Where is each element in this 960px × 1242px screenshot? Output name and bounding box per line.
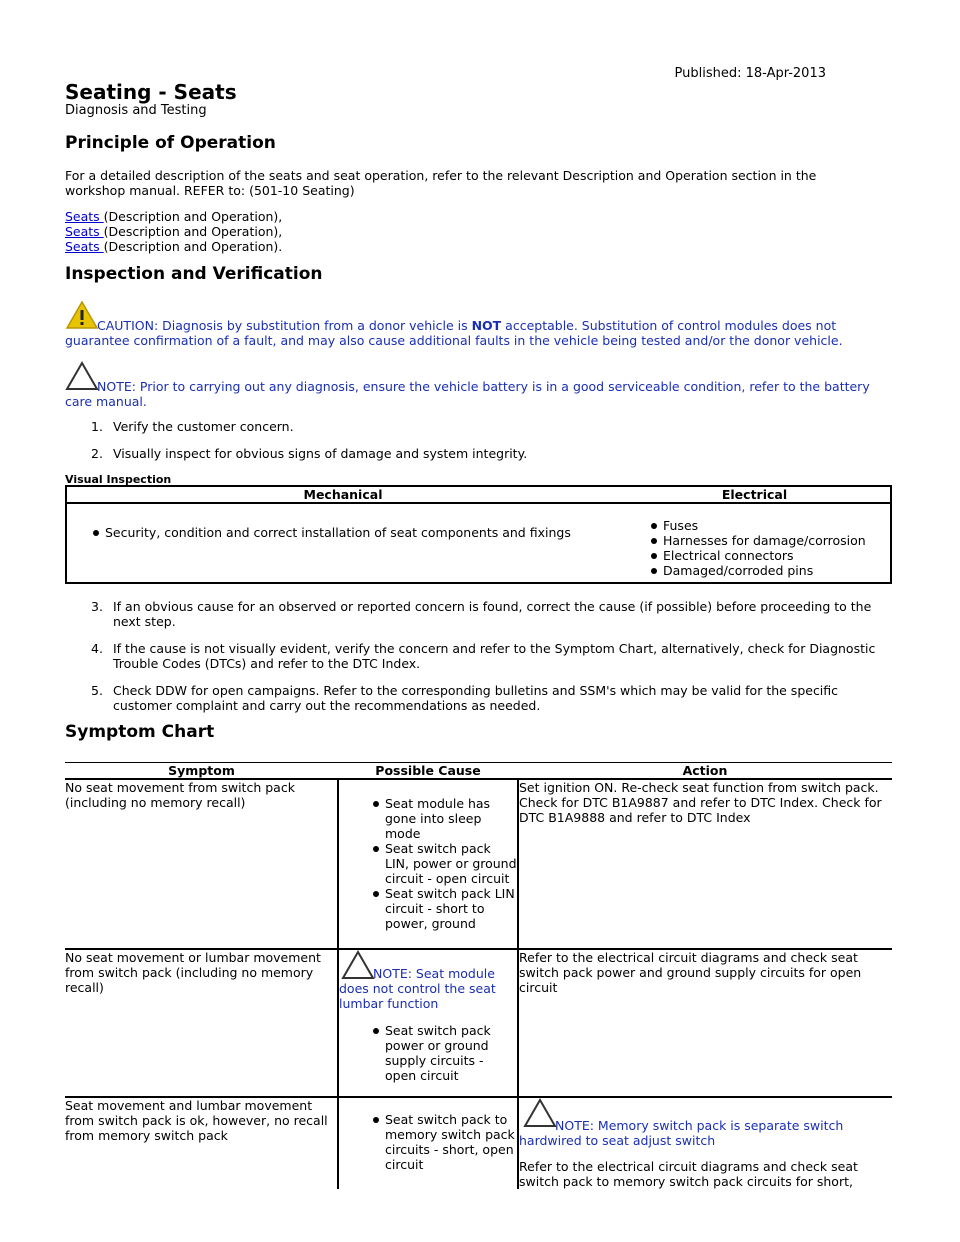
step-text: Verify the customer concern. xyxy=(113,419,294,434)
step-number: 3. xyxy=(91,599,103,614)
step-number: 5. xyxy=(91,683,103,698)
link-line xyxy=(65,239,875,254)
table-header-row xyxy=(65,763,892,780)
note-triangle-icon xyxy=(341,950,375,983)
list-item: Seat switch pack LIN circuit - short to power, ground xyxy=(363,886,517,931)
step-item xyxy=(65,419,891,434)
note-triangle-icon xyxy=(523,1098,557,1131)
cause-cell xyxy=(338,1097,518,1189)
cause-cell xyxy=(338,949,518,1097)
table-row xyxy=(65,949,892,1097)
step-number: 4. xyxy=(91,641,103,656)
column-header-mechanical: Mechanical xyxy=(66,486,619,503)
step-item xyxy=(65,641,891,671)
symptom-cell: No seat movement or lumbar movement from switch pack (including no memory recall) xyxy=(65,949,338,1097)
step-number: 2. xyxy=(91,446,103,461)
inspection-heading: Inspection and Verification xyxy=(65,264,323,284)
table-row xyxy=(66,503,891,583)
step-text: Visually inspect for obvious signs of damage and system integrity. xyxy=(113,446,528,461)
list-item: Seat switch pack power or ground supply circuits - open circuit xyxy=(363,1023,517,1083)
column-header-symptom: Symptom xyxy=(65,763,338,780)
table-header-row xyxy=(66,486,891,503)
list-item: Electrical connectors xyxy=(641,548,889,563)
caution-block xyxy=(65,318,891,348)
cause-list xyxy=(339,1023,517,1083)
action-note xyxy=(519,1098,892,1148)
action-cell: Refer to the electrical circuit diagrams and check seat switch pack power and ground supply circuits for open circuit xyxy=(518,949,892,1097)
published-date: Published: 18-Apr-2013 xyxy=(674,66,826,81)
cause-list xyxy=(339,796,517,931)
symptom-cell: No seat movement from switch pack (including no memory recall) xyxy=(65,779,338,949)
visual-inspection-table xyxy=(65,485,892,584)
step-text: Check DDW for open campaigns. Refer to the corresponding bulletins and SSM's which may be valid for the specific customer complaint and carry out the recommendations as needed. xyxy=(113,683,839,713)
link-line xyxy=(65,224,875,239)
step-text: If an obvious cause for an observed or reported concern is found, correct the cause (if possible) before proceeding to the next step. xyxy=(113,599,872,629)
caution-not: NOT xyxy=(471,318,502,333)
action-text: Refer to the electrical circuit diagrams and check seat switch pack to memory switch pack circuits for short, xyxy=(519,1159,858,1189)
note-text: NOTE: Prior to carrying out any diagnosis, ensure the vehicle battery is in a good serviceable condition, refer to the battery care manual. xyxy=(65,379,870,409)
principle-heading: Principle of Operation xyxy=(65,133,276,153)
electrical-cell xyxy=(619,503,891,583)
symptom-cell: Seat movement and lumbar movement from switch pack is ok, however, no recall from memory switch pack xyxy=(65,1097,338,1189)
seats-link-3[interactable]: Seats xyxy=(65,239,104,254)
note-block xyxy=(65,379,891,409)
action-note-text: NOTE: Memory switch pack is separate switch hardwired to seat adjust switch xyxy=(519,1118,844,1148)
visual-inspection-label: Visual Inspection xyxy=(65,473,172,486)
link-suffix: (Description and Operation), xyxy=(103,224,283,239)
caution-text-part: CAUTION: Diagnosis by substitution from a donor vehicle is xyxy=(97,318,472,333)
list-item: Seat switch pack LIN, power or ground circuit - open circuit xyxy=(363,841,517,886)
electrical-list xyxy=(620,518,889,578)
caution-triangle-icon xyxy=(65,300,99,333)
page-title: Seating - Seats xyxy=(65,80,237,104)
cause-note-text: NOTE: Seat module does not control the seat lumbar function xyxy=(339,966,496,1011)
cause-list xyxy=(339,1112,517,1172)
list-item: Security, condition and correct installation of seat components and fixings xyxy=(83,525,618,540)
page-subtitle: Diagnosis and Testing xyxy=(65,103,207,118)
step-item xyxy=(65,446,891,461)
link-suffix: (Description and Operation). xyxy=(103,239,283,254)
step-text: If the cause is not visually evident, verify the concern and refer to the Symptom Chart, alternatively, check for Diagnostic Trouble Codes (DTCs) and refer to the DTC Index. xyxy=(113,641,876,671)
list-item: Seat switch pack to memory switch pack circuits - short, open circuit xyxy=(363,1112,517,1172)
cause-note xyxy=(339,950,517,1011)
step-item xyxy=(65,599,891,629)
note-triangle-icon xyxy=(65,361,99,394)
seats-link-1[interactable]: Seats xyxy=(65,209,104,224)
table-row xyxy=(65,779,892,949)
table-row xyxy=(65,1097,892,1189)
mechanical-cell xyxy=(66,503,619,583)
seats-link-2[interactable]: Seats xyxy=(65,224,104,239)
action-cell xyxy=(518,1097,892,1189)
caution-text-part: acceptable. Substitution of control modules does not guarantee confirmation of a fault, and may also cause additional faults in the vehicle being tested and/or the donor vehicle. xyxy=(65,318,843,348)
symptom-heading: Symptom Chart xyxy=(65,722,215,742)
principle-links xyxy=(65,209,875,254)
column-header-electrical: Electrical xyxy=(619,486,891,503)
list-item: Seat module has gone into sleep mode xyxy=(363,796,517,841)
list-item: Harnesses for damage/corrosion xyxy=(641,533,889,548)
steps-list-a xyxy=(65,419,891,461)
caution-text xyxy=(65,318,891,348)
principle-text: For a detailed description of the seats and seat operation, refer to the relevant Description and Operation section in the workshop manual. REFER to: (501-10 Seating) xyxy=(65,168,817,198)
column-header-cause: Possible Cause xyxy=(338,763,518,780)
link-suffix: (Description and Operation), xyxy=(103,209,283,224)
column-header-action: Action xyxy=(518,763,892,780)
list-item: Fuses xyxy=(641,518,889,533)
mechanical-list xyxy=(68,525,618,540)
action-cell: Set ignition ON. Re-check seat function from switch pack. Check for DTC B1A9887 and refer to DTC Index. Check for DTC B1A9888 and refer to DTC Index xyxy=(518,779,892,949)
cause-cell xyxy=(338,779,518,949)
steps-list-b xyxy=(65,599,891,713)
step-item xyxy=(65,683,891,713)
list-item: Damaged/corroded pins xyxy=(641,563,889,578)
link-line xyxy=(65,209,875,224)
symptom-table xyxy=(65,762,892,1189)
step-number: 1. xyxy=(91,419,103,434)
